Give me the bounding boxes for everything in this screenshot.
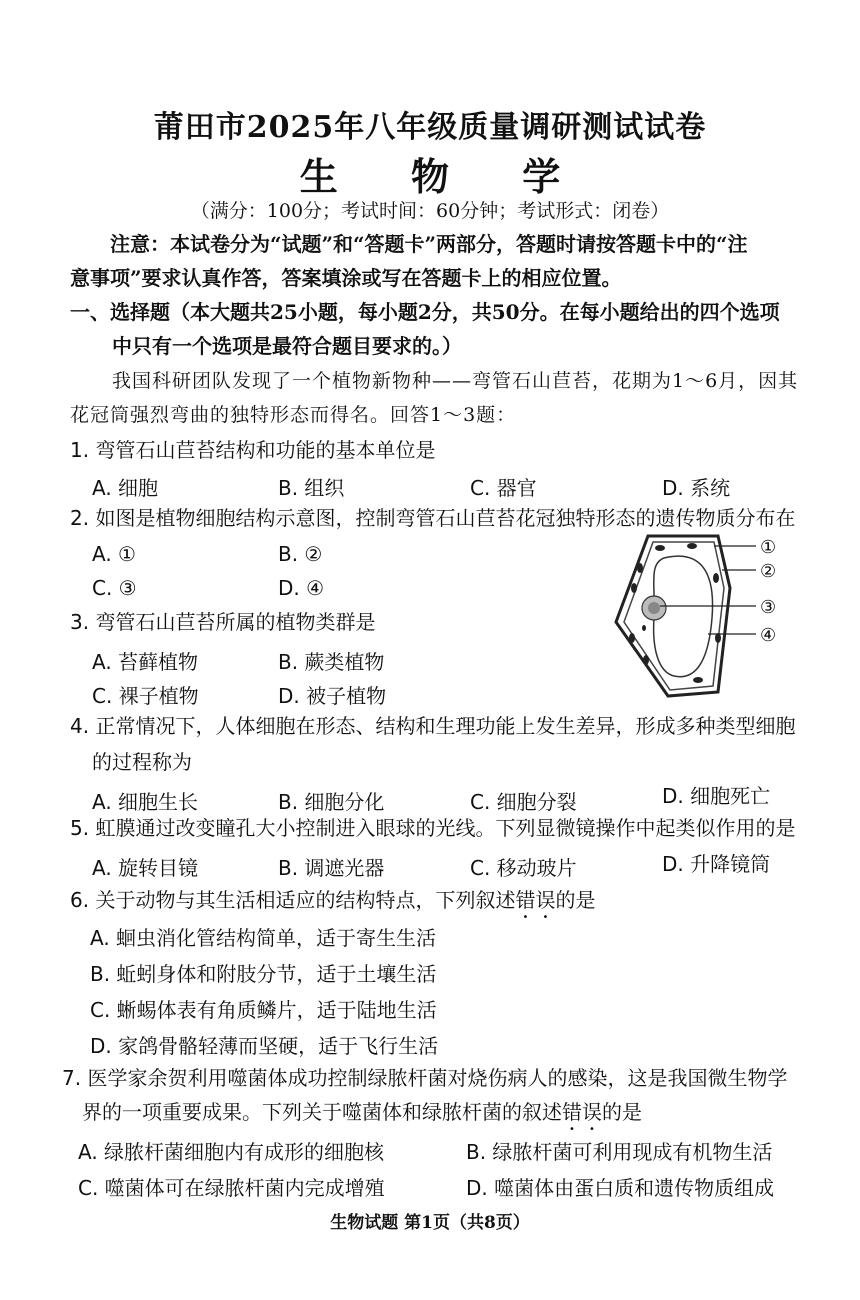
question-6-emphasis: 错误 [515,888,556,912]
question-3: 3. 弯管石山苣苔所属的植物类群是 [70,610,376,634]
q7-option-b: B. 绿脓杆菌可利用现成有机物生活 [466,1140,773,1164]
question-6-text-end: 的是 [555,888,596,912]
chloroplast [655,545,665,551]
chloroplast [642,625,646,631]
chloroplast [643,655,649,665]
notice-line-2: 意事项”要求认真作答，答案填涂或写在答题卡上的相应位置。 [70,266,622,290]
question-4-line-1: 4. 正常情况下，人体细胞在形态、结构和生理功能上发生差异，形成多种类型细胞 [70,714,796,738]
q3-option-a: A. 苔藓植物 [92,650,199,674]
q5-option-c: C. 移动玻片 [470,856,577,880]
q7-option-a: A. 绿脓杆菌细胞内有成形的细胞核 [78,1140,385,1164]
figure-label-3: ③ [760,597,777,618]
q7-option-d: D. 噬菌体由蛋白质和遗传物质组成 [466,1176,775,1200]
q3-option-c: C. 裸子植物 [92,684,199,708]
q3-option-d: D. 被子植物 [278,684,387,708]
q2-option-c: C. ③ [92,576,137,600]
q5-option-d: D. 升降镜筒 [662,852,771,876]
figure-label-1: ① [760,537,777,558]
question-7-text: 界的一项重要成果。下列关于噬菌体和绿脓杆菌的叙述 [82,1100,562,1124]
question-7-line-1: 7. 医学家余贺利用噬菌体成功控制绿脓杆菌对烧伤病人的感染，这是我国微生物学 [62,1066,788,1090]
chloroplast [687,543,697,549]
question-1: 1. 弯管石山苣苔结构和功能的基本单位是 [70,438,436,462]
q6-option-d: D. 家鸽骨骼轻薄而坚硬，适于飞行生活 [90,1034,439,1058]
section-heading-line-1: 一、选择题（本大题共25小题，每小题2分，共50分。在每小题给出的四个选项 [70,300,780,324]
figure-label-2: ② [760,561,777,582]
q2-option-b: B. ② [278,542,323,566]
chloroplast [693,677,703,683]
page-footer: 生物试题 第1页（共8页） [330,1213,530,1233]
q4-option-d: D. 细胞死亡 [662,784,771,808]
section-heading-line-2: 中只有一个选项是最符合题目要求的。） [112,334,462,358]
figure-label-4: ④ [760,625,777,646]
plant-cell-diagram [608,528,808,700]
q6-option-c: C. 蜥蜴体表有角质鳞片，适于陆地生活 [90,998,437,1022]
q1-option-d: D. 系统 [662,476,731,500]
q4-option-c: C. 细胞分裂 [470,790,577,814]
question-7-emphasis: 错误 [562,1100,602,1124]
nucleolus-shape [648,602,660,614]
question-4-line-2: 的过程称为 [92,750,192,774]
question-6 [70,888,595,923]
exam-title: 莆田市2025年八年级质量调研测试试卷 [153,110,707,145]
stem-line-1: 我国科研团队发现了一个植物新物种——弯管石山苣苔，花期为1～6月，因其 [112,370,799,392]
subject-title: 生 物 学 [299,154,591,199]
q4-option-b: B. 细胞分化 [278,790,385,814]
chloroplast [713,573,719,583]
question-7-line-2 [82,1100,642,1135]
q6-option-a: A. 蛔虫消化管结构简单，适于寄生生活 [90,926,437,950]
chloroplast [637,563,643,573]
question-5: 5. 虹膜通过改变瞳孔大小控制进入眼球的光线。下列显微镜操作中起类似作用的是 [70,816,796,840]
q3-option-b: B. 蕨类植物 [278,650,385,674]
question-2: 2. 如图是植物细胞结构示意图，控制弯管石山苣苔花冠独特形态的遗传物质分布在 [70,506,796,530]
q4-option-a: A. 细胞生长 [92,790,199,814]
question-7-text-end: 的是 [602,1100,642,1124]
q1-option-a: A. 细胞 [92,476,159,500]
q2-option-d: D. ④ [278,576,325,600]
stem-line-2: 花冠筒强烈弯曲的独特形态而得名。回答1～3题： [70,404,517,426]
q7-option-c: C. 噬菌体可在绿脓杆菌内完成增殖 [78,1176,385,1200]
q5-option-a: A. 旋转目镜 [92,856,199,880]
exam-info: （满分：100分；考试时间：60分钟；考试形式：闭卷） [190,200,670,222]
chloroplast [631,583,637,593]
q1-option-c: C. 器官 [470,476,537,500]
notice-line-1: 注意：本试卷分为“试题”和“答题卡”两部分，答题时请按答题卡中的“注 [110,232,748,256]
q1-option-b: B. 组织 [278,476,345,500]
q5-option-b: B. 调遮光器 [278,856,385,880]
q2-option-a: A. ① [92,542,136,566]
chloroplast [629,633,635,643]
q6-option-b: B. 蚯蚓身体和附肢分节，适于土壤生活 [90,962,437,986]
question-6-text: 6. 关于动物与其生活相适应的结构特点，下列叙述 [70,888,516,912]
